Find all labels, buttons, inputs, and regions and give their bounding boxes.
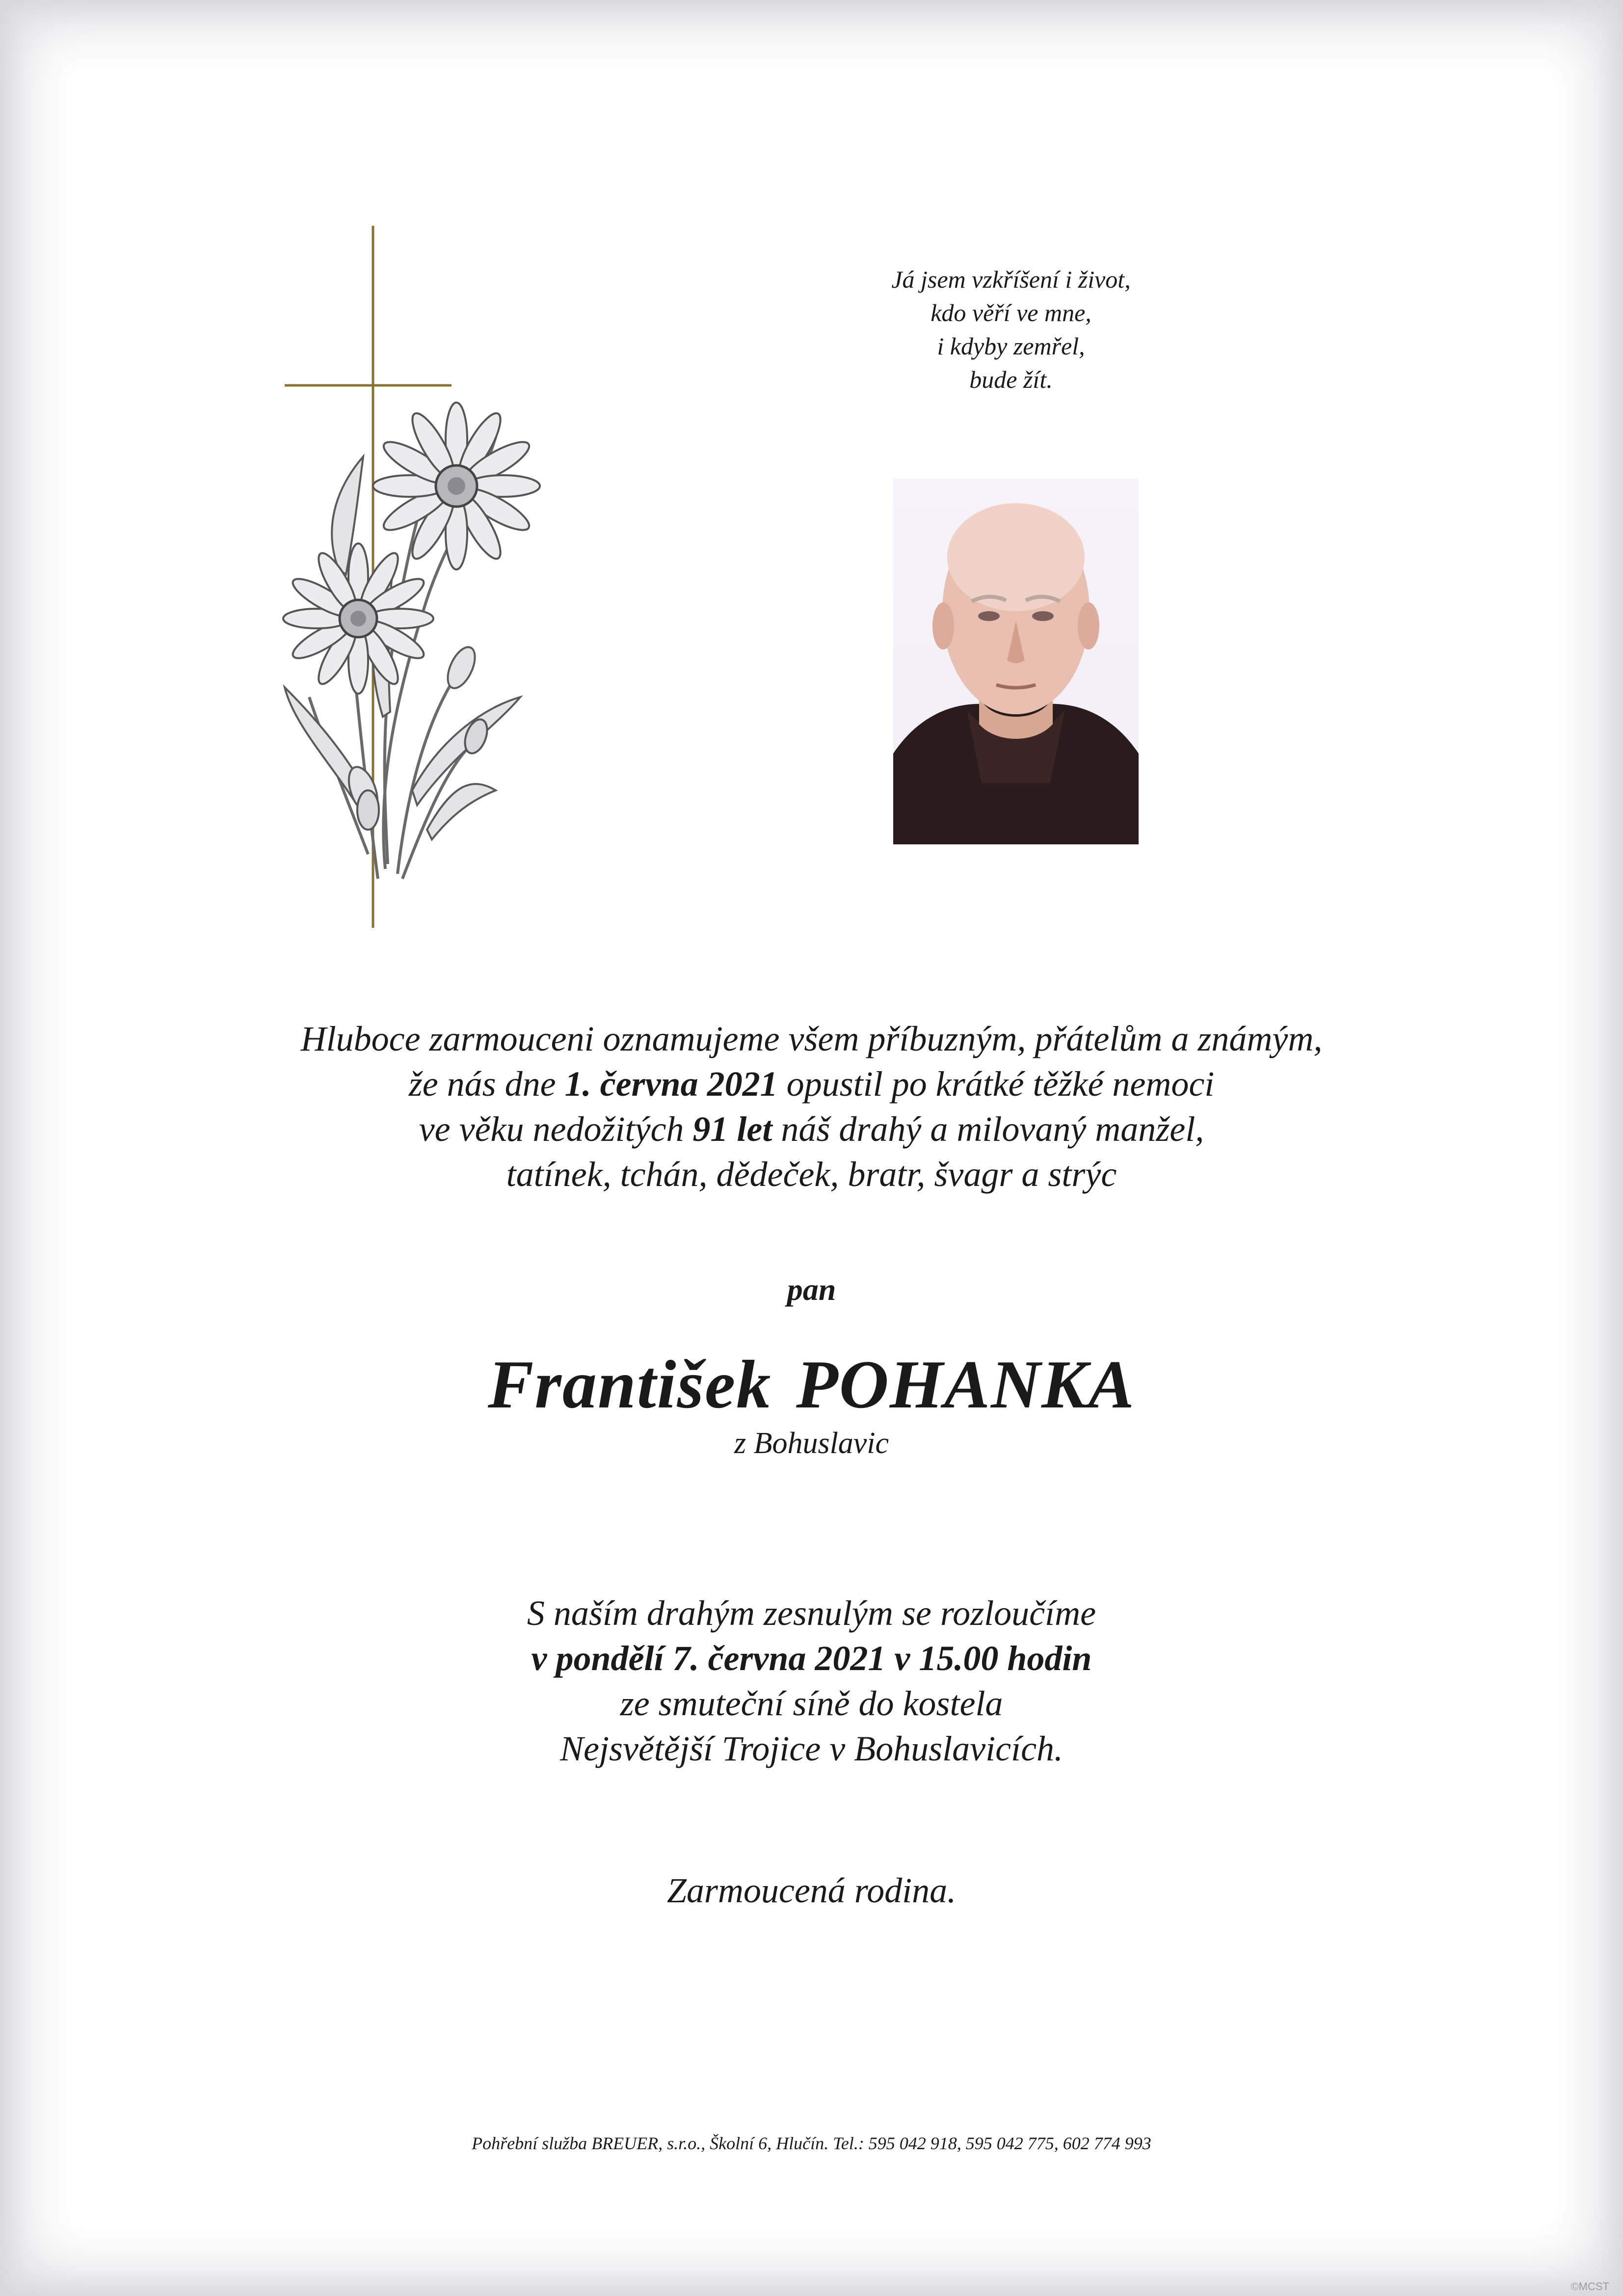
verse-line: i kdyby zemřel, (937, 332, 1085, 360)
verse-line: kdo věří ve mne, (931, 299, 1091, 326)
portrait-photo (893, 479, 1139, 844)
announcement-text: náš drahý a milovaný manžel, (772, 1109, 1204, 1149)
daisy-lower (283, 543, 433, 694)
ceremony-details (147, 1591, 1476, 1771)
daisy-upper (373, 403, 540, 569)
announcement-text: že nás dne (408, 1064, 565, 1104)
last-name: POHANKA (796, 1347, 1135, 1423)
announcement-text: ve věku nedožitých (419, 1109, 693, 1149)
announcement-line: tatínek, tchán, dědeček, bratr, švagr a strýc (506, 1155, 1117, 1194)
announcement-line (147, 1061, 1476, 1107)
ceremony-datetime: v pondělí 7. června 2021 v 15.00 hodin (531, 1639, 1092, 1678)
signature: Zarmoucená rodina. (666, 1871, 957, 1910)
verse-line: Já jsem vzkříšení i život, (891, 266, 1131, 293)
honorific: pan (787, 1272, 836, 1307)
funeral-service-footer: Pohřební služba BREUER, s.r.o., Školní 6, Hlučín. Tel.: 595 042 918, 595 042 775, 602 774 993 (472, 2134, 1151, 2153)
origin: z Bohuslavic (734, 1427, 889, 1460)
ceremony-line: S naším drahým zesnulým se rozloučíme (527, 1594, 1096, 1633)
ceremony-line: Nejsvětější Trojice v Bohuslavicích. (559, 1729, 1064, 1768)
verse-line: bude žít. (969, 366, 1053, 393)
deceased-name (0, 1345, 1623, 1424)
announcement-line (147, 1107, 1476, 1152)
announcement-line: Hluboce zarmouceni oznamujeme všem příbuzným, přátelům a známým, (300, 1019, 1323, 1058)
verse (766, 263, 1256, 396)
death-date: 1. června 2021 (564, 1064, 778, 1104)
announcement-text: opustil po krátké těžké nemoci (777, 1064, 1215, 1104)
announcement (147, 1016, 1476, 1197)
portrait-icon (893, 479, 1139, 844)
first-name: František (488, 1347, 772, 1423)
ceremony-line: ze smuteční síně do kostela (620, 1684, 1003, 1723)
corner-mark: ©MCST (1570, 2280, 1609, 2293)
cross-flowers-icon (265, 226, 559, 938)
age: 91 let (692, 1109, 772, 1149)
